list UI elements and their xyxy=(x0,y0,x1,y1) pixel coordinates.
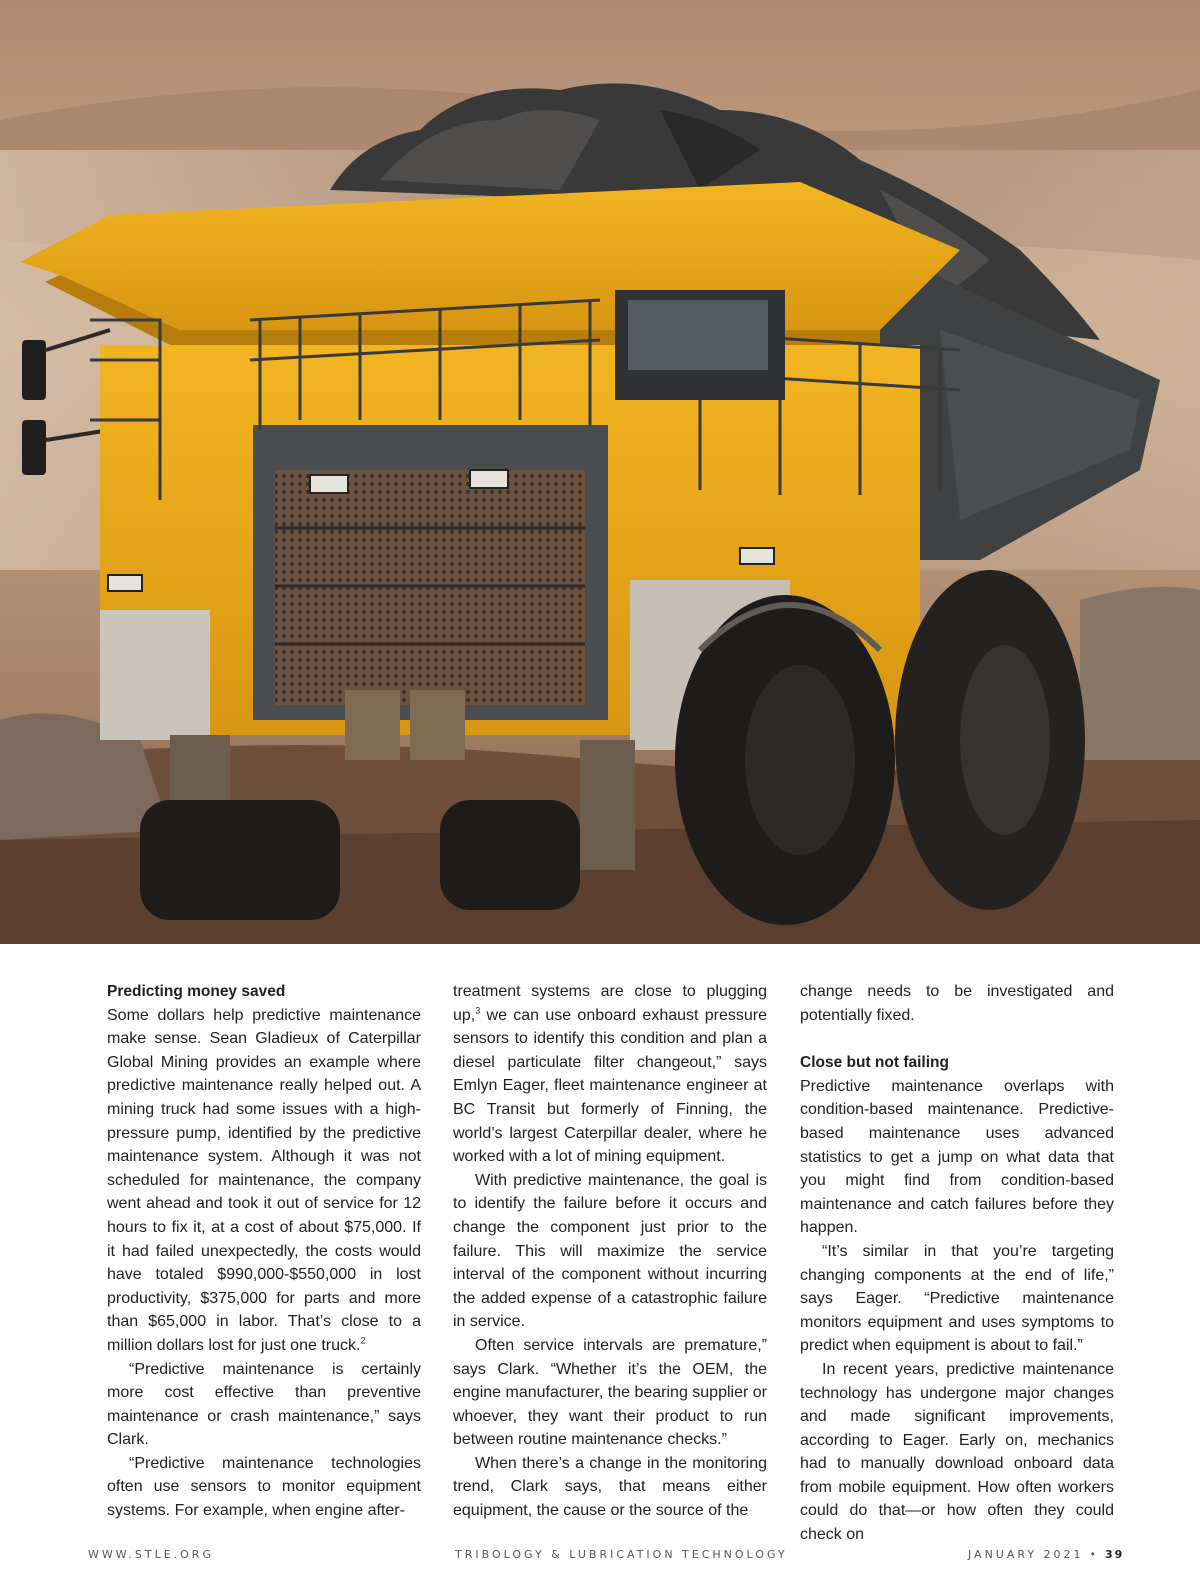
paragraph: When there’s a change in the monitoring trend, Clark says, that means either equipment, the cause or the source of the xyxy=(453,1454,767,1520)
separator-dot: • xyxy=(1089,1548,1100,1561)
paragraph: With predictive maintenance, the goal is to identify the failure before it occurs and change the component just prior to the failure. This will maximize the service interval of the component without incurring the added expense of a catastrophic failure in service. xyxy=(453,1171,767,1331)
paragraph: treatment systems are close to plugging up,$^3$ we can use onboard exhaust pressure sensors to identify this condition and plan a diesel particulate filter changeout,” says Emlyn Eager, fleet maintenance engineer at BC Transit but formerly of Finning, the world’s largest Caterpillar dealer, where he worked with a lot of mining equipment. xyxy=(453,983,767,1166)
article-column-1 xyxy=(107,980,421,1523)
paragraph: “Predictive maintenance is certainly more cost effective than preventive maintenance or crash maintenance,” says Clark. xyxy=(107,1360,421,1449)
paragraph: Predictive maintenance overlaps with condition-based maintenance. Predictive-based maintenance uses advanced statistics to get a jump on what data that you might find from condition-based maintenance and catch failures before they happen. xyxy=(800,1077,1114,1237)
issue-date: JANUARY 2021 xyxy=(968,1548,1084,1561)
paragraph: Some dollars help predictive maintenance make sense. Sean Gladieux of Caterpillar Global Mining provides an example where predictive maintenance really helped out. A mining truck had some issues with a high-pressure pump, identified by the predictive maintenance system. Although it was not scheduled for maintenance, the company went ahead and took it out of service for 12 hours to fix it, at a cost of about $75,000. If it had failed unexpectedly, the costs would have totaled $990,000-$550,000 in lost productivity, $375,000 for parts and more than $65,000 in labor. That’s close to a million dollars lost for just one truck.$^2$ xyxy=(107,1006,421,1354)
article-column-3 xyxy=(800,980,1114,1547)
paragraph: “It’s similar in that you’re targeting changing components at the end of life,” says Eager. “Predictive maintenance monitors equipment and uses symptoms to predict when equipment is about to fail.” xyxy=(800,1242,1114,1355)
footer-issue xyxy=(968,1548,1124,1561)
paragraph: Often service intervals are premature,” says Clark. “Whether it’s the OEM, the engine manufacturer, the bearing supplier or whoever, they want their product to run between routine maintenance checks.” xyxy=(453,1336,767,1449)
paragraph: In recent years, predictive maintenance technology has undergone major changes and made significant improvements, according to Eager. Early on, mechanics had to manually download onboard data from mobile equipment. How often workers could do that—or how often they could check on xyxy=(800,1360,1114,1544)
footer-publication: TRIBOLOGY & LUBRICATION TECHNOLOGY xyxy=(455,1548,788,1561)
section-heading-close-but-not-failing: Close but not failing xyxy=(800,1054,949,1072)
paragraph: change needs to be investigated and potentially fixed. xyxy=(800,983,1114,1024)
article-column-2 xyxy=(453,980,767,1523)
footer-website: WWW.STLE.ORG xyxy=(88,1548,214,1561)
page-number: 39 xyxy=(1105,1548,1125,1561)
footnote-ref: 2 xyxy=(360,1335,366,1346)
footnote-ref: 3 xyxy=(475,1005,481,1016)
section-heading-predicting-money-saved: Predicting money saved xyxy=(107,983,286,1000)
paragraph: “Predictive maintenance technologies often use sensors to monitor equipment systems. For example, when engine after- xyxy=(107,1454,421,1520)
